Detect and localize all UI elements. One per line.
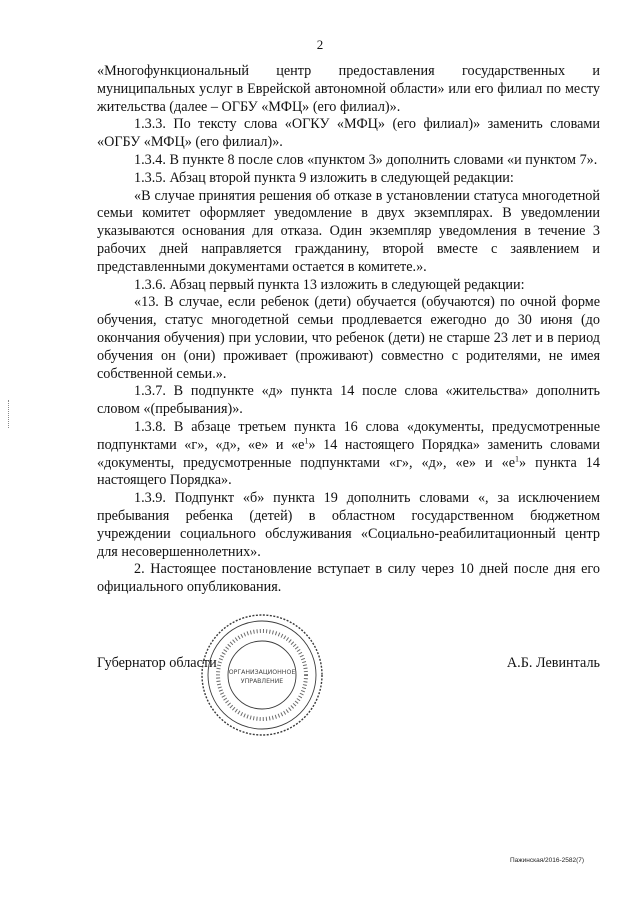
page-number: 2 [316,37,324,52]
paragraph: 2. Настоящее постановление вступает в силу через 10 дней после дня его официального опубликования. [97,561,600,596]
paragraph: «13. В случае, если ребенок (дети) обучается (обучаются) по очной форме обучения, статус многодетной семьи продлевается ежегодно до 30 июня (до окончания обучения) при условии, что ребенок (дети) не старше 23 лет и в период обучения он (они) проживает (проживают) совместно с родителями, не имея собственной семьи.». [97,294,600,382]
paragraph: «В случае принятия решения об отказе в установлении статуса многодетной семьи комитет оформляет уведомление в двух экземплярах. В уведомлении указываются основания для отказа. Один экземпляр уведомления в течение 3 рабочих дней направляется гражданину, второй вместе с заявлением и представленными документами остается в комитете.». [97,187,600,275]
paragraph: 1.3.5. Абзац второй пункта 9 изложить в следующей редакции: [134,169,514,186]
signatory-name: А.Б. Левинталь [506,655,600,671]
document-code: Пажинская/2016-2582(7) [510,857,585,864]
superscript: 1 [515,453,520,463]
superscript: 1 [304,436,309,445]
paragraph: 1.3.9. Подпункт «б» пункта 19 дополнить словами «, за исключением пребывания ребенка (детей) в областном государственном бюджетном учреждении социального обслуживания «Социально-реабилитационный центр для несовершеннолетних». [97,490,600,560]
paragraph: 1.3.4. В пункте 8 после слов «пунктом 3» дополнить словами «и пунктом 7». [134,151,598,168]
text-segment: 1.3.8. В абзаце третьем пункта 16 слова «документы, предусмотренные подпунктами «г», «д», «е» и «е [97,418,600,453]
paragraph: 1.3.6. Абзац первый пункта 13 изложить в следующей редакции: [134,276,525,293]
paragraph-1-3-8 [97,419,600,490]
margin-mark [8,400,10,428]
signatory-role: Губернатор области [97,655,217,671]
text-segment: » пункта 14 настоящего Порядка». [97,454,600,489]
text-segment: » 14 настоящего Порядка» заменить словами «документы, предусмотренные подпунктами «г», «д», «е» и «е [97,436,600,471]
stamp-text: УПРАВЛЕНИЕ [240,678,284,685]
official-stamp [198,611,326,739]
paragraph: «Многофункциональный центр предоставления государственных и муниципальных услуг в Еврейской автономной области» или его филиал по месту жительства (далее – ОГБУ «МФЦ» (его филиал)». [97,63,600,115]
document-body [97,63,600,597]
paragraph: 1.3.7. В подпункте «д» пункта 14 после слова «жительства» дополнить словом «(пребывания)». [97,383,600,418]
stamp-text: ОРГАНИЗАЦИОННОЕ [228,669,296,676]
paragraph: 1.3.3. По тексту слова «ОГКУ «МФЦ» (его филиал)» заменить словами «ОГБУ «МФЦ» (его филиал)». [97,116,600,151]
